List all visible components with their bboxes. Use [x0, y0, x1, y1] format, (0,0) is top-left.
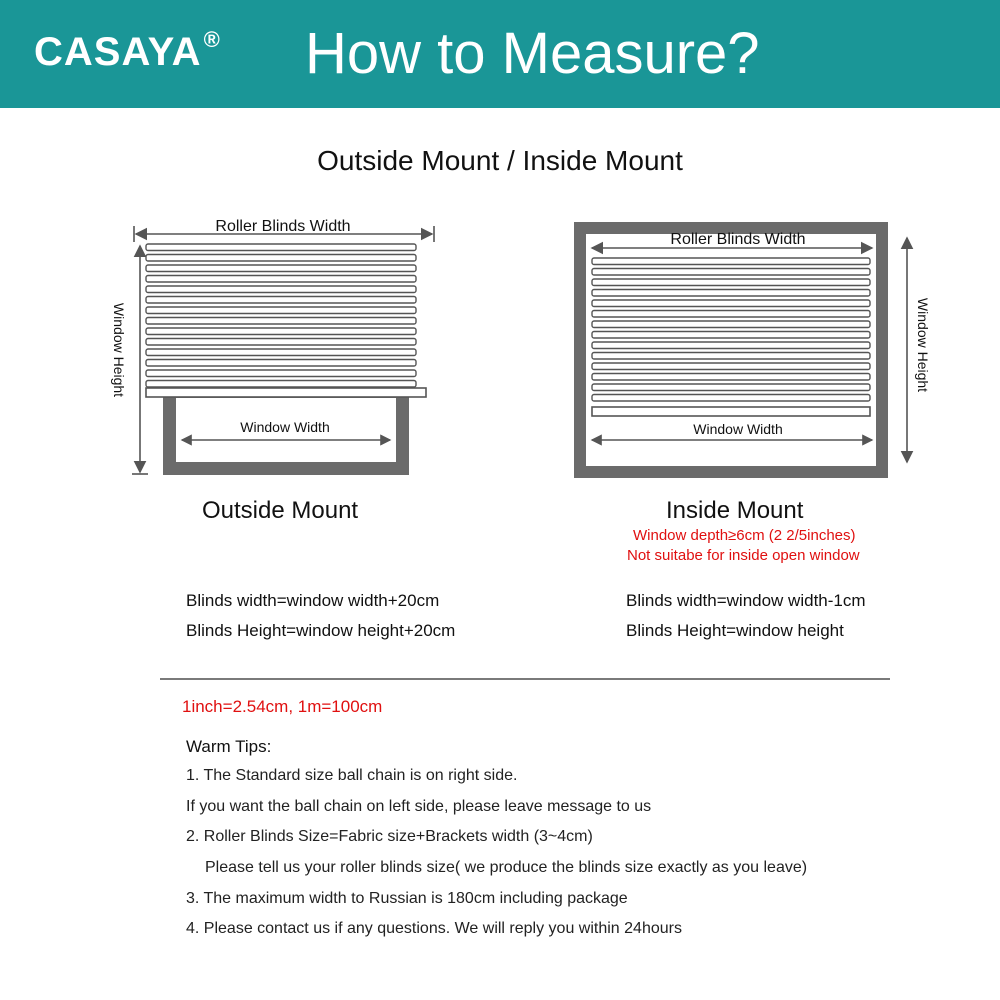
- inside-mount-diagram: [574, 222, 931, 478]
- blind-slat: [146, 286, 416, 293]
- tip-line: 3. The maximum width to Russian is 180cm including package: [186, 890, 628, 907]
- blind-slat: [146, 339, 416, 346]
- blind-slat: [592, 290, 870, 297]
- tip-line: Please tell us your roller blinds size( we produce the blinds size exactly as you leave): [205, 859, 808, 876]
- blind-slat: [592, 321, 870, 328]
- inside-window-width-label: Window Width: [693, 421, 783, 437]
- blind-slat: [592, 384, 870, 391]
- inside-mount-title: Inside Mount: [666, 497, 804, 524]
- blind-slat: [146, 276, 416, 283]
- blind-slat: [146, 360, 416, 367]
- outside-blinds-width-label: Roller Blinds Width: [215, 218, 351, 235]
- blind-slat: [592, 300, 870, 307]
- blind-slat: [592, 353, 870, 360]
- outside-mount-diagram: [111, 218, 434, 475]
- blind-slat: [592, 269, 870, 276]
- tip-line: If you want the ball chain on left side, please leave message to us: [186, 798, 652, 815]
- tip-line: 1. The Standard size ball chain is on right side.: [186, 767, 518, 784]
- page-title: How to Measure?: [305, 21, 760, 86]
- inside-bottom-bar: [592, 407, 870, 416]
- tip-line: 4. Please contact us if any questions. We will reply you within 24hours: [186, 920, 682, 937]
- blind-slat: [592, 311, 870, 318]
- tip-line: 2. Roller Blinds Size=Fabric size+Brackets width (3~4cm): [186, 828, 593, 845]
- inside-height-formula: Blinds Height=window height: [626, 621, 844, 640]
- blind-slat: [592, 258, 870, 265]
- blind-slat: [592, 332, 870, 339]
- blind-slat: [592, 342, 870, 349]
- divider: [160, 678, 890, 680]
- outside-mount-title: Outside Mount: [202, 497, 359, 524]
- registered-mark: ®: [203, 26, 221, 52]
- outside-window-height-label: Window Height: [111, 302, 127, 398]
- blind-slat: [592, 395, 870, 402]
- brand-name: CASAYA: [34, 30, 202, 74]
- outside-window-width-label: Window Width: [240, 419, 330, 435]
- inside-width-formula: Blinds width=window width-1cm: [626, 591, 866, 610]
- blind-slat: [146, 265, 416, 272]
- section-title: Outside Mount / Inside Mount: [317, 145, 683, 176]
- blind-slat: [592, 279, 870, 286]
- blind-slat: [146, 255, 416, 262]
- blind-slat: [146, 381, 416, 388]
- blind-slat: [592, 363, 870, 370]
- blind-slat: [146, 370, 416, 377]
- blind-slat: [146, 328, 416, 335]
- inside-window-height-label: Window Height: [915, 297, 931, 393]
- outside-blind-slats: [146, 244, 416, 387]
- blind-slat: [146, 349, 416, 356]
- blind-slat: [146, 307, 416, 314]
- outside-width-formula: Blinds width=window width+20cm: [186, 591, 440, 610]
- blind-slat: [146, 297, 416, 304]
- outside-bottom-bar: [146, 388, 426, 397]
- blind-slat: [146, 244, 416, 251]
- tips-title: Warm Tips:: [186, 737, 272, 756]
- inside-blinds-width-label: Roller Blinds Width: [670, 231, 806, 248]
- blind-slat: [146, 318, 416, 325]
- unit-conversion-note: 1inch=2.54cm, 1m=100cm: [182, 697, 383, 716]
- blind-slat: [592, 374, 870, 381]
- inside-depth-note: Window depth≥6cm (2 2/5inches): [633, 527, 856, 544]
- outside-height-formula: Blinds Height=window height+20cm: [186, 621, 456, 640]
- inside-open-window-note: Not suitabe for inside open window: [627, 547, 860, 564]
